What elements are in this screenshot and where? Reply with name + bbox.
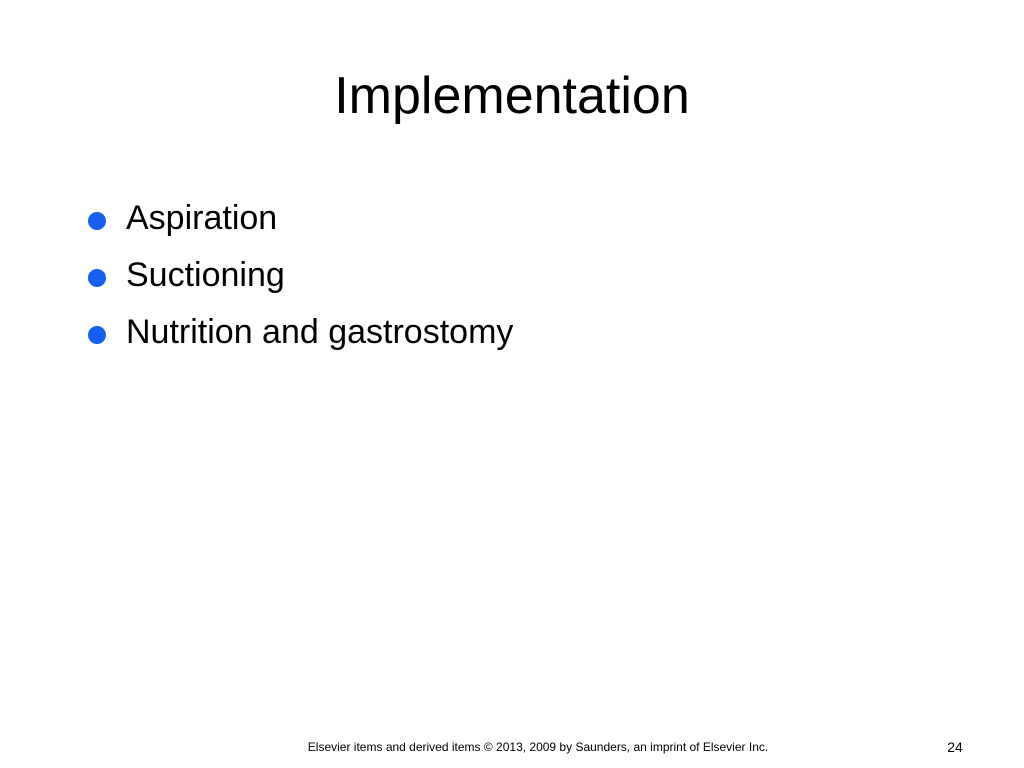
bullet-dot-icon [88,326,106,344]
bullet-label: Suctioning [126,256,285,294]
copyright-footer: Elsevier items and derived items © 2013, 2009 by Saunders, an imprint of Elsevier Inc. [307,740,769,754]
bullet-list [88,190,513,361]
bullet-label: Nutrition and gastrostomy [126,313,514,351]
bullet-item [88,247,513,304]
bullet-item [88,190,513,247]
bullet-dot-icon [88,212,106,230]
bullet-item [88,304,513,361]
bullet-label: Aspiration [126,199,278,237]
page-number: 24 [947,739,963,755]
bullet-dot-icon [88,269,106,287]
slide-title: Implementation [334,67,690,125]
